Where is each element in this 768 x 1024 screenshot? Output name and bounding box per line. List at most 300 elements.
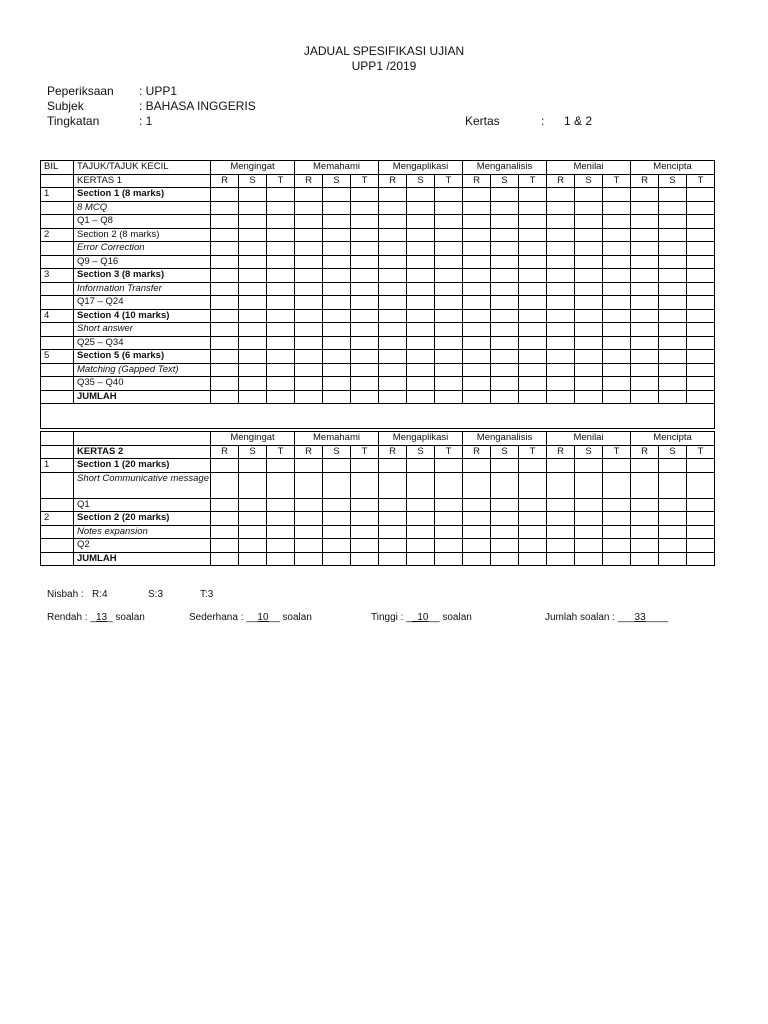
score-cell [323, 282, 351, 296]
score-cell [547, 539, 575, 553]
score-cell [631, 459, 659, 473]
score-cell [267, 296, 295, 310]
score-cell [603, 539, 631, 553]
score-cell [603, 323, 631, 337]
score-cell [407, 336, 435, 350]
level-header: R [631, 445, 659, 459]
score-cell [519, 512, 547, 526]
score-cell [631, 188, 659, 202]
score-cell [267, 323, 295, 337]
header-row-levels [41, 445, 715, 459]
score-cell [239, 201, 267, 215]
score-cell [519, 539, 547, 553]
table-row [41, 350, 715, 364]
topic-cell: Q17 – Q24 [74, 296, 211, 310]
table-row [41, 282, 715, 296]
score-cell [687, 228, 715, 242]
score-cell [519, 282, 547, 296]
score-cell [575, 188, 603, 202]
score-cell [547, 512, 575, 526]
score-cell [351, 552, 379, 566]
score-cell [659, 498, 687, 512]
score-cell [491, 215, 519, 229]
score-cell [435, 269, 463, 283]
score-cell [295, 552, 323, 566]
table-row [41, 552, 715, 566]
score-cell [463, 296, 491, 310]
score-cell [491, 459, 519, 473]
score-cell [519, 336, 547, 350]
score-cell [379, 459, 407, 473]
score-cell [239, 459, 267, 473]
header-row-categories [41, 432, 715, 446]
score-cell [267, 512, 295, 526]
score-cell [603, 228, 631, 242]
score-cell [351, 336, 379, 350]
score-cell [211, 498, 239, 512]
score-cell [239, 309, 267, 323]
score-cell [463, 188, 491, 202]
score-cell [239, 552, 267, 566]
score-cell [631, 282, 659, 296]
score-cell [687, 459, 715, 473]
score-cell [603, 269, 631, 283]
bil-cell: 1 [41, 188, 74, 202]
score-cell [239, 188, 267, 202]
table-row [41, 336, 715, 350]
score-cell [631, 201, 659, 215]
category-header: Menganalisis [463, 161, 547, 175]
level-header: R [463, 174, 491, 188]
score-cell [239, 282, 267, 296]
score-cell [435, 552, 463, 566]
nisbah-s: S:3 [148, 589, 164, 600]
bil-header-blank [41, 174, 74, 188]
score-cell [435, 498, 463, 512]
score-cell [659, 377, 687, 391]
kertas-colon: : [541, 114, 545, 128]
level-header: T [603, 174, 631, 188]
bil-cell [41, 525, 74, 539]
score-cell [351, 363, 379, 377]
score-cell [519, 377, 547, 391]
table-row [41, 390, 715, 404]
topic-cell: Q2 [74, 539, 211, 553]
score-cell [491, 363, 519, 377]
score-cell [239, 390, 267, 404]
score-cell [379, 472, 407, 498]
tingkatan-label: Tingkatan [47, 114, 100, 128]
score-cell [491, 512, 519, 526]
score-cell [211, 228, 239, 242]
topic-cell: Q9 – Q16 [74, 255, 211, 269]
table-row [41, 512, 715, 526]
score-cell [211, 525, 239, 539]
score-cell [379, 269, 407, 283]
score-cell [351, 498, 379, 512]
category-header: Memahami [295, 161, 379, 175]
score-cell [379, 188, 407, 202]
score-cell [435, 512, 463, 526]
score-cell [687, 188, 715, 202]
score-cell [547, 377, 575, 391]
score-cell [379, 255, 407, 269]
score-cell [491, 336, 519, 350]
category-header: Mengingat [211, 432, 295, 446]
score-cell [547, 350, 575, 364]
score-cell [295, 390, 323, 404]
score-cell [407, 552, 435, 566]
score-cell [435, 309, 463, 323]
bil-cell [41, 552, 74, 566]
score-cell [659, 552, 687, 566]
score-cell [519, 255, 547, 269]
score-cell [267, 309, 295, 323]
score-cell [575, 539, 603, 553]
peperiksaan-label: Peperiksaan [47, 84, 114, 98]
score-cell [379, 552, 407, 566]
score-cell [407, 228, 435, 242]
score-cell [463, 255, 491, 269]
score-cell [435, 188, 463, 202]
score-cell [435, 201, 463, 215]
level-header: R [211, 445, 239, 459]
score-cell [295, 377, 323, 391]
subjek-value: : BAHASA INGGERIS [139, 99, 256, 113]
score-cell [463, 512, 491, 526]
score-cell [407, 215, 435, 229]
score-cell [659, 323, 687, 337]
score-cell [575, 525, 603, 539]
score-cell [463, 459, 491, 473]
score-cell [211, 336, 239, 350]
score-cell [547, 309, 575, 323]
score-cell [519, 459, 547, 473]
level-header: S [407, 174, 435, 188]
score-cell [547, 188, 575, 202]
score-cell [407, 525, 435, 539]
score-cell [491, 228, 519, 242]
score-cell [687, 201, 715, 215]
score-cell [631, 525, 659, 539]
tingkatan-value: : 1 [139, 114, 153, 128]
score-cell [687, 390, 715, 404]
level-header: S [323, 174, 351, 188]
score-cell [239, 296, 267, 310]
level-header: S [491, 445, 519, 459]
score-cell [267, 336, 295, 350]
nisbah-r: R:4 [92, 589, 108, 600]
score-cell [323, 255, 351, 269]
score-cell [575, 282, 603, 296]
level-header: S [239, 445, 267, 459]
score-cell [687, 242, 715, 256]
kertas-value: 1 & 2 [564, 114, 593, 128]
score-cell [491, 296, 519, 310]
peperiksaan-value: : UPP1 [139, 84, 178, 98]
table-row [41, 323, 715, 337]
score-cell [211, 390, 239, 404]
score-cell [295, 525, 323, 539]
score-cell [295, 255, 323, 269]
score-cell [463, 269, 491, 283]
score-cell [295, 323, 323, 337]
score-cell [603, 377, 631, 391]
category-header: Mengaplikasi [379, 432, 463, 446]
bil-cell: 2 [41, 512, 74, 526]
score-cell [267, 255, 295, 269]
score-cell [211, 377, 239, 391]
score-cell [295, 459, 323, 473]
score-cell [575, 472, 603, 498]
score-cell [631, 309, 659, 323]
score-cell [407, 377, 435, 391]
score-cell [547, 296, 575, 310]
score-cell [351, 525, 379, 539]
topic-cell: Error Correction [74, 242, 211, 256]
score-cell [379, 498, 407, 512]
score-cell [463, 472, 491, 498]
score-cell [211, 309, 239, 323]
score-cell [239, 525, 267, 539]
score-cell [631, 323, 659, 337]
score-cell [351, 201, 379, 215]
score-cell [519, 363, 547, 377]
score-cell [519, 323, 547, 337]
score-cell [379, 350, 407, 364]
level-header: S [239, 174, 267, 188]
topic-cell: Q1 – Q8 [74, 215, 211, 229]
level-header: R [547, 174, 575, 188]
level-header: S [659, 174, 687, 188]
score-cell [435, 282, 463, 296]
jumlah-soalan-value: 33 [634, 612, 646, 623]
score-cell [239, 472, 267, 498]
score-cell [547, 363, 575, 377]
spacer-row [41, 404, 715, 429]
score-cell [519, 296, 547, 310]
score-cell [323, 552, 351, 566]
score-cell [603, 512, 631, 526]
level-header: R [211, 174, 239, 188]
score-cell [435, 539, 463, 553]
topic-cell: Section 1 (20 marks) [74, 459, 211, 473]
score-cell [547, 552, 575, 566]
document-title: JADUAL SPESIFIKASI UJIAN [303, 44, 465, 58]
score-cell [435, 242, 463, 256]
score-cell [379, 228, 407, 242]
score-cell [239, 512, 267, 526]
score-cell [659, 296, 687, 310]
score-cell [379, 363, 407, 377]
score-cell [547, 472, 575, 498]
score-cell [323, 269, 351, 283]
topic-subheader: KERTAS 2 [74, 445, 211, 459]
score-cell [295, 269, 323, 283]
score-cell [631, 472, 659, 498]
score-cell [435, 296, 463, 310]
score-cell [211, 296, 239, 310]
category-header: Menilai [547, 161, 631, 175]
bil-cell [41, 282, 74, 296]
score-cell [323, 539, 351, 553]
score-cell [631, 363, 659, 377]
score-cell [295, 472, 323, 498]
score-cell [659, 201, 687, 215]
score-cell [323, 201, 351, 215]
score-cell [603, 472, 631, 498]
score-cell [603, 309, 631, 323]
nisbah-label: Nisbah : [47, 589, 84, 600]
table-row [41, 539, 715, 553]
score-cell [547, 459, 575, 473]
score-cell [211, 472, 239, 498]
score-cell [519, 201, 547, 215]
score-cell [603, 363, 631, 377]
score-cell [659, 269, 687, 283]
level-header: T [687, 445, 715, 459]
score-cell [491, 525, 519, 539]
bil-cell: 1 [41, 459, 74, 473]
score-cell [295, 296, 323, 310]
score-cell [575, 552, 603, 566]
score-cell [547, 323, 575, 337]
score-cell [379, 201, 407, 215]
score-cell [687, 215, 715, 229]
score-cell [351, 539, 379, 553]
score-cell [351, 228, 379, 242]
level-header: S [323, 445, 351, 459]
score-cell [267, 498, 295, 512]
score-cell [323, 377, 351, 391]
bil-cell [41, 323, 74, 337]
score-cell [239, 350, 267, 364]
score-cell [351, 459, 379, 473]
score-cell [463, 323, 491, 337]
topic-cell: JUMLAH [74, 390, 211, 404]
bil-cell [41, 498, 74, 512]
score-cell [435, 255, 463, 269]
score-cell [491, 390, 519, 404]
score-cell [659, 309, 687, 323]
score-cell [407, 390, 435, 404]
score-cell [659, 188, 687, 202]
bil-cell [41, 201, 74, 215]
score-cell [519, 525, 547, 539]
score-cell [463, 228, 491, 242]
level-header: R [463, 445, 491, 459]
score-cell [463, 552, 491, 566]
score-cell [323, 525, 351, 539]
score-cell [323, 350, 351, 364]
score-cell [659, 350, 687, 364]
score-cell [603, 350, 631, 364]
score-cell [575, 336, 603, 350]
score-cell [211, 323, 239, 337]
specification-table-kertas1 [40, 160, 715, 429]
score-cell [323, 228, 351, 242]
topic-cell: 8 MCQ [74, 201, 211, 215]
score-cell [379, 296, 407, 310]
score-cell [687, 336, 715, 350]
score-cell [435, 390, 463, 404]
score-cell [575, 459, 603, 473]
category-header: Memahami [295, 432, 379, 446]
score-cell [323, 472, 351, 498]
score-cell [491, 539, 519, 553]
score-cell [687, 350, 715, 364]
score-cell [211, 282, 239, 296]
level-header: S [575, 174, 603, 188]
score-cell [323, 336, 351, 350]
score-cell [491, 309, 519, 323]
score-cell [463, 309, 491, 323]
score-cell [547, 215, 575, 229]
table-row [41, 459, 715, 473]
score-cell [323, 498, 351, 512]
score-cell [267, 215, 295, 229]
score-cell [351, 377, 379, 391]
score-cell [659, 242, 687, 256]
subjek-label: Subjek [47, 99, 84, 113]
score-cell [379, 242, 407, 256]
score-cell [659, 390, 687, 404]
topic-cell: Q35 – Q40 [74, 377, 211, 391]
score-cell [603, 525, 631, 539]
score-cell [239, 215, 267, 229]
score-cell [407, 269, 435, 283]
score-cell [407, 188, 435, 202]
score-cell [267, 459, 295, 473]
score-cell [323, 459, 351, 473]
score-cell [547, 228, 575, 242]
topic-cell: Information Transfer [74, 282, 211, 296]
score-cell [407, 242, 435, 256]
score-cell [519, 188, 547, 202]
score-cell [407, 512, 435, 526]
rendah-label: Rendah : _ [47, 612, 96, 623]
score-cell [547, 282, 575, 296]
topic-cell: Q25 – Q34 [74, 336, 211, 350]
score-cell [295, 228, 323, 242]
score-cell [603, 390, 631, 404]
score-cell [603, 282, 631, 296]
table-row [41, 498, 715, 512]
score-cell [407, 309, 435, 323]
score-cell [659, 539, 687, 553]
score-cell [351, 269, 379, 283]
header-row-categories [41, 161, 715, 175]
bil-header: BIL [41, 161, 74, 175]
score-cell [631, 552, 659, 566]
score-cell [631, 336, 659, 350]
score-cell [295, 188, 323, 202]
topic-cell: Notes expansion [74, 525, 211, 539]
score-cell [211, 512, 239, 526]
score-cell [435, 472, 463, 498]
score-cell [491, 269, 519, 283]
score-cell [323, 296, 351, 310]
score-cell [603, 336, 631, 350]
bil-cell [41, 296, 74, 310]
score-cell [463, 525, 491, 539]
table-row [41, 242, 715, 256]
score-cell [687, 323, 715, 337]
score-cell [463, 377, 491, 391]
score-cell [575, 242, 603, 256]
score-cell [351, 188, 379, 202]
level-header: T [267, 174, 295, 188]
